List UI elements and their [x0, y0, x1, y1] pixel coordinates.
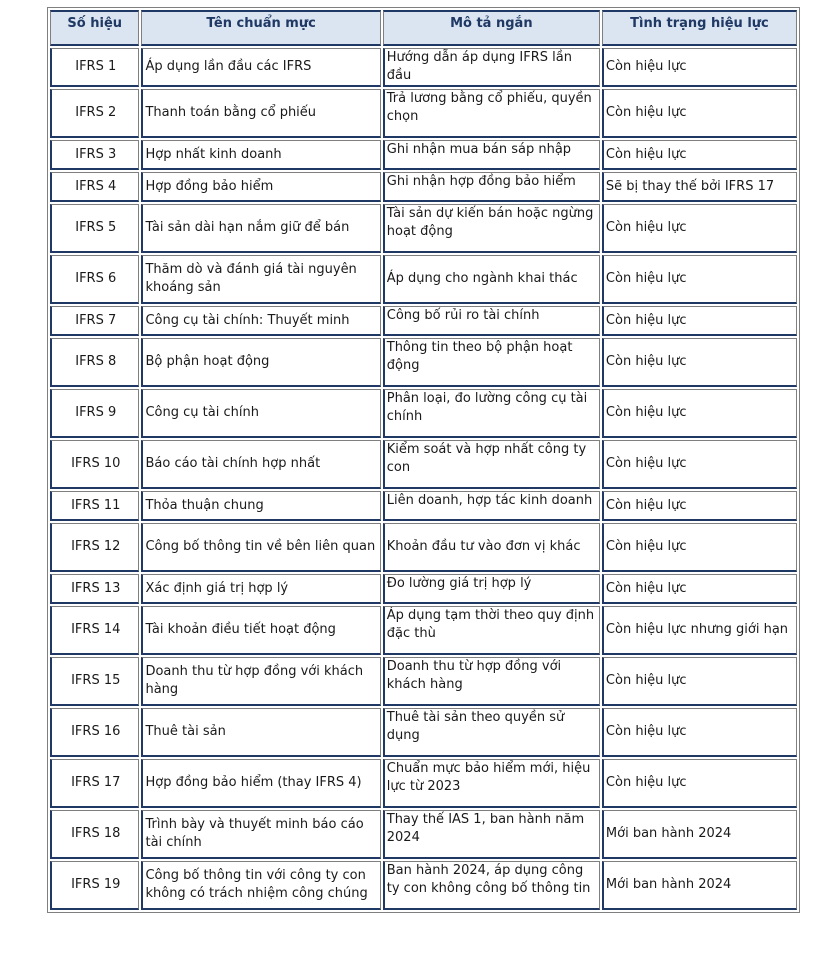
- cell-name: Tài khoản điều tiết hoạt động: [141, 606, 380, 655]
- cell-name: Trình bày và thuyết minh báo cáo tài chính: [141, 810, 380, 859]
- cell-name: Thỏa thuận chung: [141, 491, 380, 521]
- cell-code: IFRS 9: [50, 389, 139, 438]
- table-row: [50, 89, 797, 138]
- cell-code: IFRS 8: [50, 338, 139, 387]
- ifrs-standards-table: [47, 7, 800, 913]
- cell-name: Thăm dò và đánh giá tài nguyên khoáng sản: [141, 255, 380, 304]
- cell-code: IFRS 6: [50, 255, 139, 304]
- table-row: [50, 606, 797, 655]
- cell-desc: Ghi nhận mua bán sáp nhập: [383, 140, 600, 170]
- cell-status: Mới ban hành 2024: [602, 861, 797, 910]
- cell-desc: Áp dụng cho ngành khai thác: [383, 255, 600, 304]
- cell-name: Doanh thu từ hợp đồng với khách hàng: [141, 657, 380, 706]
- cell-name: Công cụ tài chính: Thuyết minh: [141, 306, 380, 336]
- cell-desc: Chuẩn mực bảo hiểm mới, hiệu lực từ 2023: [383, 759, 600, 808]
- cell-name: Công cụ tài chính: [141, 389, 380, 438]
- cell-status: Còn hiệu lực: [602, 306, 797, 336]
- cell-desc: Công bố rủi ro tài chính: [383, 306, 600, 336]
- cell-name: Hợp nhất kinh doanh: [141, 140, 380, 170]
- header-name: Tên chuẩn mực: [141, 10, 380, 46]
- cell-code: IFRS 4: [50, 172, 139, 202]
- cell-name: Xác định giá trị hợp lý: [141, 574, 380, 604]
- cell-status: Còn hiệu lực: [602, 89, 797, 138]
- cell-desc: Áp dụng tạm thời theo quy định đặc thù: [383, 606, 600, 655]
- table-row: [50, 657, 797, 706]
- cell-desc: Thay thế IAS 1, ban hành năm 2024: [383, 810, 600, 859]
- cell-desc: Khoản đầu tư vào đơn vị khác: [383, 523, 600, 572]
- cell-desc: Thông tin theo bộ phận hoạt động: [383, 338, 600, 387]
- table-row: [50, 759, 797, 808]
- cell-code: IFRS 1: [50, 48, 139, 87]
- cell-name: Công bố thông tin về bên liên quan: [141, 523, 380, 572]
- cell-name: Hợp đồng bảo hiểm: [141, 172, 380, 202]
- table-row: [50, 306, 797, 336]
- cell-code: IFRS 13: [50, 574, 139, 604]
- cell-desc: Kiểm soát và hợp nhất công ty con: [383, 440, 600, 489]
- cell-code: IFRS 18: [50, 810, 139, 859]
- cell-status: Còn hiệu lực: [602, 657, 797, 706]
- cell-desc: Hướng dẫn áp dụng IFRS lần đầu: [383, 48, 600, 87]
- cell-status: Còn hiệu lực: [602, 523, 797, 572]
- cell-status: Còn hiệu lực: [602, 759, 797, 808]
- table-row: [50, 861, 797, 910]
- cell-name: Thanh toán bằng cổ phiếu: [141, 89, 380, 138]
- cell-name: Bộ phận hoạt động: [141, 338, 380, 387]
- cell-code: IFRS 5: [50, 204, 139, 253]
- cell-code: IFRS 7: [50, 306, 139, 336]
- cell-name: Thuê tài sản: [141, 708, 380, 757]
- cell-status: Mới ban hành 2024: [602, 810, 797, 859]
- table-row: [50, 172, 797, 202]
- cell-desc: Ghi nhận hợp đồng bảo hiểm: [383, 172, 600, 202]
- cell-desc: Thuê tài sản theo quyền sử dụng: [383, 708, 600, 757]
- cell-desc: Trả lương bằng cổ phiếu, quyền chọn: [383, 89, 600, 138]
- cell-desc: Liên doanh, hợp tác kinh doanh: [383, 491, 600, 521]
- table-row: [50, 204, 797, 253]
- table-row: [50, 523, 797, 572]
- cell-desc: Doanh thu từ hợp đồng với khách hàng: [383, 657, 600, 706]
- cell-code: IFRS 14: [50, 606, 139, 655]
- cell-status: Còn hiệu lực: [602, 491, 797, 521]
- table-row: [50, 574, 797, 604]
- cell-status: Còn hiệu lực: [602, 708, 797, 757]
- cell-desc: Tài sản dự kiến bán hoặc ngừng hoạt động: [383, 204, 600, 253]
- cell-code: IFRS 17: [50, 759, 139, 808]
- table-row: [50, 338, 797, 387]
- table-row: [50, 810, 797, 859]
- cell-desc: Ban hành 2024, áp dụng công ty con không công bố thông tin: [383, 861, 600, 910]
- table-row: [50, 491, 797, 521]
- cell-code: IFRS 11: [50, 491, 139, 521]
- cell-desc: Phân loại, đo lường công cụ tài chính: [383, 389, 600, 438]
- cell-code: IFRS 3: [50, 140, 139, 170]
- table-row: [50, 440, 797, 489]
- cell-status: Còn hiệu lực: [602, 140, 797, 170]
- cell-status: Còn hiệu lực nhưng giới hạn: [602, 606, 797, 655]
- cell-status: Còn hiệu lực: [602, 574, 797, 604]
- cell-status: Còn hiệu lực: [602, 389, 797, 438]
- table-row: [50, 708, 797, 757]
- table-row: [50, 48, 797, 87]
- cell-status: Còn hiệu lực: [602, 255, 797, 304]
- table-header-row: [50, 10, 797, 46]
- cell-name: Áp dụng lần đầu các IFRS: [141, 48, 380, 87]
- cell-code: IFRS 15: [50, 657, 139, 706]
- cell-status: Sẽ bị thay thế bởi IFRS 17: [602, 172, 797, 202]
- header-status: Tình trạng hiệu lực: [602, 10, 797, 46]
- cell-code: IFRS 10: [50, 440, 139, 489]
- cell-name: Hợp đồng bảo hiểm (thay IFRS 4): [141, 759, 380, 808]
- cell-code: IFRS 2: [50, 89, 139, 138]
- table-row: [50, 255, 797, 304]
- cell-code: IFRS 16: [50, 708, 139, 757]
- cell-name: Tài sản dài hạn nắm giữ để bán: [141, 204, 380, 253]
- cell-name: Báo cáo tài chính hợp nhất: [141, 440, 380, 489]
- table-row: [50, 140, 797, 170]
- header-code: Số hiệu: [50, 10, 139, 46]
- cell-code: IFRS 19: [50, 861, 139, 910]
- cell-status: Còn hiệu lực: [602, 204, 797, 253]
- cell-status: Còn hiệu lực: [602, 440, 797, 489]
- cell-status: Còn hiệu lực: [602, 338, 797, 387]
- cell-name: Công bố thông tin với công ty con không có trách nhiệm công chúng: [141, 861, 380, 910]
- header-desc: Mô tả ngắn: [383, 10, 600, 46]
- table-row: [50, 389, 797, 438]
- cell-desc: Đo lường giá trị hợp lý: [383, 574, 600, 604]
- cell-status: Còn hiệu lực: [602, 48, 797, 87]
- cell-code: IFRS 12: [50, 523, 139, 572]
